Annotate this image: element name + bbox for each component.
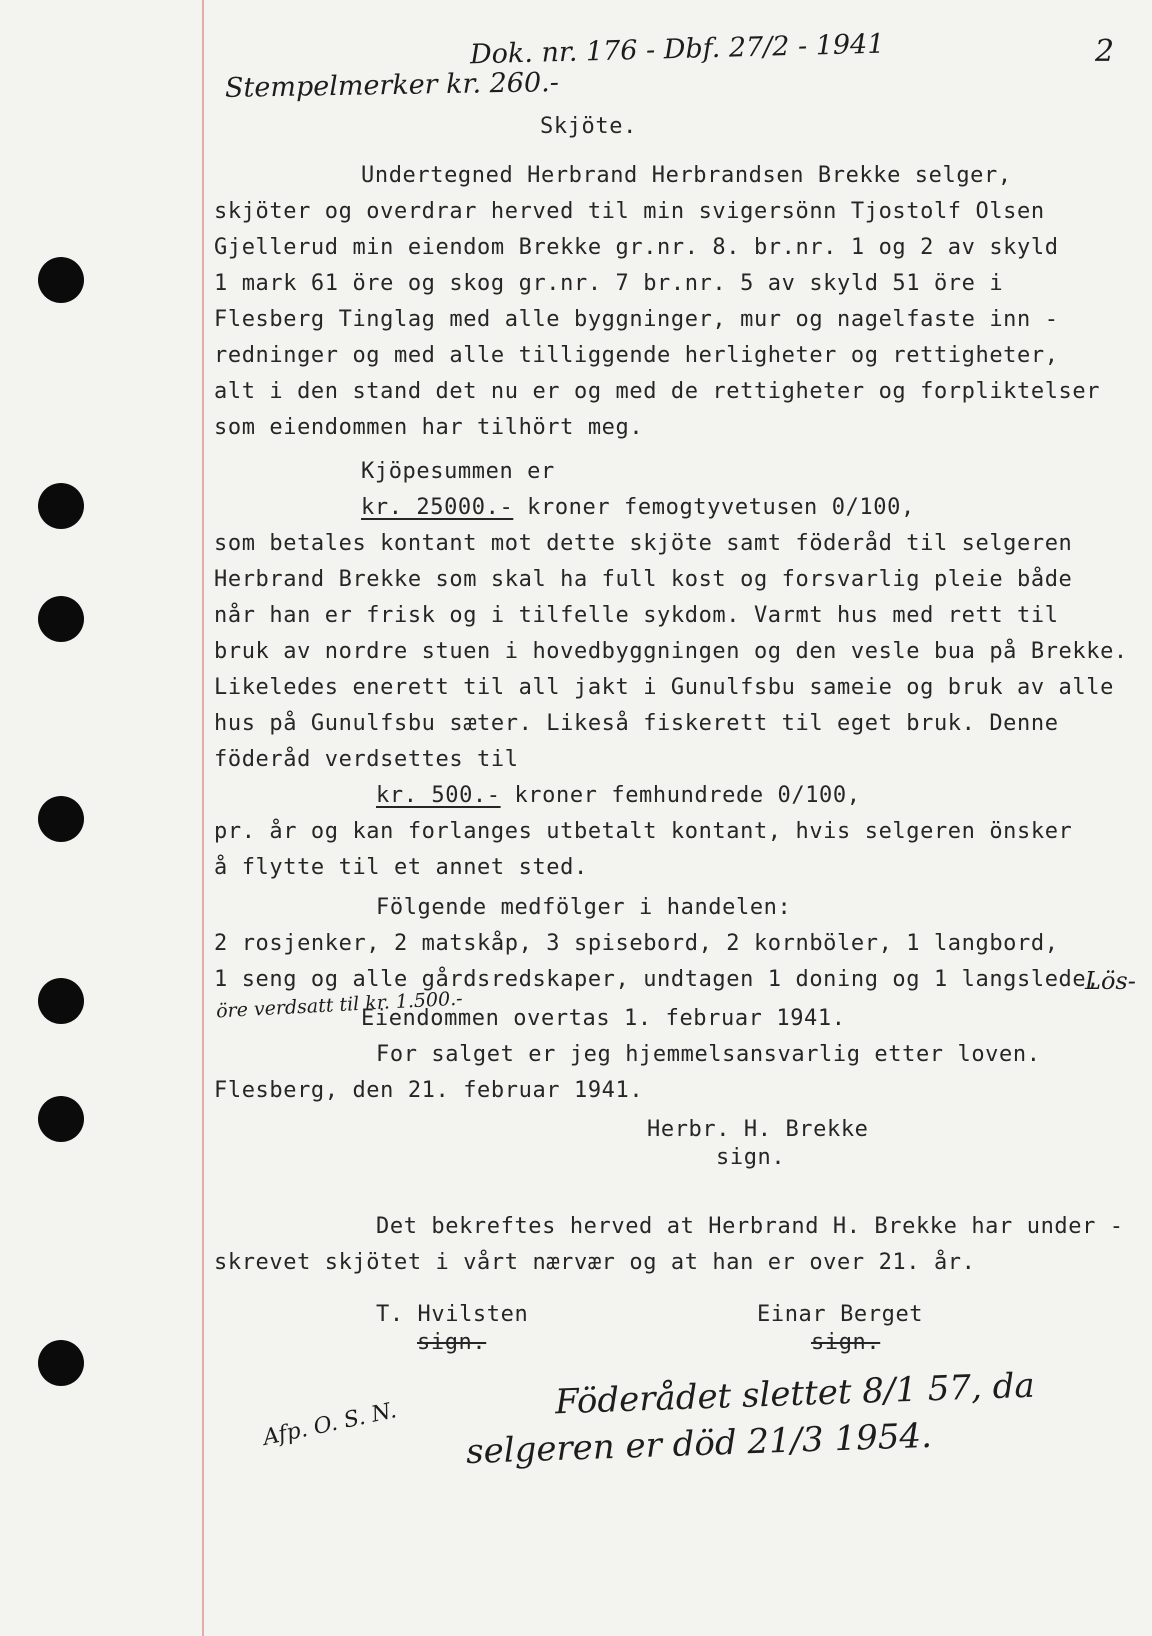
value-words: kroner femhundrede 0/100,: [500, 783, 861, 808]
text-line: Gjellerud min eiendom Brekke gr.nr. 8. br.nr. 1 og 2 av skyld: [214, 235, 1059, 260]
text-line: Herbrand Brekke som skal ha full kost og forsvarlig pleie både: [214, 567, 1073, 592]
value-line: [376, 783, 861, 808]
witness-line: skrevet skjötet i vårt nærvær og at han er over 21. år.: [214, 1250, 976, 1275]
witness-2-name: Einar Berget: [757, 1302, 924, 1327]
insert-margin-note: Lös-: [1085, 967, 1136, 995]
punch-hole: [38, 1340, 84, 1386]
text-line: Flesberg Tinglag med alle byggninger, mur og nagelfaste inn -: [214, 307, 1059, 332]
text-line: bruk av nordre stuen i hovedbyggningen og den vesle bua på Brekke.: [214, 639, 1128, 664]
witness-2-sign: sign.: [811, 1330, 881, 1355]
punch-hole: [38, 1096, 84, 1142]
page-number: 2: [1095, 34, 1115, 69]
text-line: redninger og med alle tilliggende herligheter og rettigheter,: [214, 343, 1059, 368]
text-line: alt i den stand det nu er og med de rettigheter og forpliktelser: [214, 379, 1101, 404]
text-line: Undertegned Herbrand Herbrandsen Brekke selger,: [361, 163, 1012, 188]
punch-hole: [38, 257, 84, 303]
document-title: Skjöte.: [540, 114, 637, 139]
text-line: å flytte til et annet sted.: [214, 855, 588, 880]
price-amount: kr. 25000.-: [361, 495, 514, 520]
items-line: 1 seng og alle gårdsredskaper, undtagen 1 doning og 1 langslede,: [214, 967, 1101, 992]
text-line: 1 mark 61 öre og skog gr.nr. 7 br.nr. 5 av skyld 51 öre i: [214, 271, 1004, 296]
takeover-line: Eiendommen overtas 1. februar 1941.: [361, 1006, 846, 1031]
witness-line: Det bekreftes herved at Herbrand H. Brekke har under -: [376, 1214, 1124, 1239]
price-intro: Kjöpesummen er: [361, 459, 555, 484]
items-line: 2 rosjenker, 2 matskåp, 3 spisebord, 2 kornböler, 1 langbord,: [214, 931, 1059, 956]
text-line: föderåd verdsettes til: [214, 747, 519, 772]
text-line: hus på Gunulfsbu sæter. Likeså fiskerett til eget bruk. Denne: [214, 711, 1059, 736]
doc-note: Dok. nr. 176 - Dbf. 27/2 - 1941: [469, 28, 885, 71]
footer-note-line: Föderådet slettet 8/1 57, da: [554, 1365, 1036, 1423]
seller-sign: sign.: [716, 1145, 786, 1170]
warranty-line: For salget er jeg hjemmelsansvarlig etter loven.: [376, 1042, 1041, 1067]
footer-note-line: selgeren er död 21/3 1954.: [465, 1415, 933, 1473]
price-line: [361, 495, 915, 520]
text-line: som betales kontant mot dette skjöte samt föderåd til selgeren: [214, 531, 1073, 556]
punch-hole: [38, 978, 84, 1024]
place-date: Flesberg, den 21. februar 1941.: [214, 1078, 644, 1103]
punch-hole: [38, 796, 84, 842]
text-line: skjöter og overdrar herved til min svigersönn Tjostolf Olsen: [214, 199, 1045, 224]
insert-line-note: öre verdsatt til kr. 1.500.-: [215, 987, 464, 1023]
witness-1-name: T. Hvilsten: [376, 1302, 529, 1327]
value-amount: kr. 500.-: [376, 783, 501, 808]
footer-initials: Afp. O. S. N.: [260, 1398, 399, 1451]
items-intro: Fölgende medfölger i handelen:: [376, 895, 792, 920]
margin-rule: [202, 0, 204, 1636]
seller-name: Herbr. H. Brekke: [647, 1117, 869, 1142]
text-line: pr. år og kan forlanges utbetalt kontant, hvis selgeren önsker: [214, 819, 1073, 844]
price-words: kroner femogtyvetusen 0/100,: [513, 495, 915, 520]
punch-hole: [38, 596, 84, 642]
text-line: når han er frisk og i tilfelle sykdom. Varmt hus med rett til: [214, 603, 1059, 628]
text-line: Likeledes enerett til all jakt i Gunulfsbu sameie og bruk av alle: [214, 675, 1114, 700]
stamp-note: Stempelmerker kr. 260.-: [224, 67, 560, 104]
punch-hole: [38, 483, 84, 529]
witness-1-sign: sign.: [417, 1330, 487, 1355]
text-line: som eiendommen har tilhört meg.: [214, 415, 644, 440]
